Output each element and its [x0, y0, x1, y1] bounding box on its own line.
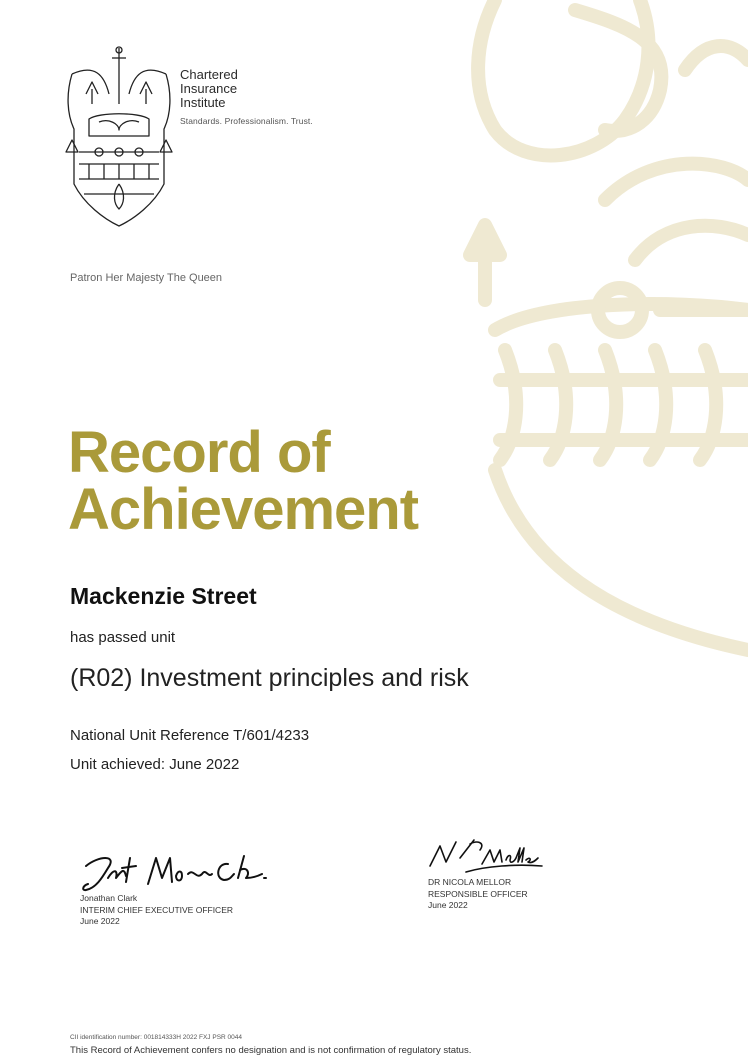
achieved-date: Unit achieved: June 2022	[70, 756, 240, 773]
signatory-date: June 2022	[428, 900, 468, 910]
national-unit-reference: National Unit Reference T/601/4233	[70, 727, 310, 744]
cii-crest-icon	[64, 44, 174, 229]
cii-identification-number: CII identification number: 001814333H 2022 FXJ PSR 0044	[70, 1034, 242, 1041]
org-name-line: Chartered	[180, 67, 238, 82]
org-name-line: Institute	[180, 95, 226, 110]
signatory-name: DR NICOLA MELLOR	[428, 877, 512, 887]
title-line: Achievement	[68, 477, 419, 542]
responsible-officer-signature-block	[428, 877, 528, 912]
certificate-title	[68, 420, 419, 542]
patron-text: Patron Her Majesty The Queen	[70, 272, 223, 284]
signatory-name: Jonathan Clark	[80, 893, 138, 903]
responsible-officer-signature	[426, 836, 546, 876]
org-name-line: Insurance	[180, 81, 238, 96]
ceo-signature	[78, 848, 288, 894]
passed-text: has passed unit	[70, 629, 176, 646]
crest-watermark-icon	[455, 0, 748, 680]
ceo-signature-block	[80, 893, 233, 928]
signatory-date: June 2022	[80, 916, 120, 926]
recipient-name: Mackenzie Street	[70, 583, 257, 609]
title-line: Record of	[68, 420, 330, 485]
unit-title: (R02) Investment principles and risk	[70, 664, 469, 692]
org-name-block	[180, 68, 313, 126]
signatory-role: INTERIM CHIEF EXECUTIVE OFFICER	[80, 904, 234, 915]
signatory-role: RESPONSIBLE OFFICER	[428, 888, 528, 899]
disclaimer-text: This Record of Achievement confers no designation and is not confirmation of regulatory status.	[70, 1045, 472, 1056]
org-tagline: Standards. Professionalism. Trust.	[180, 116, 313, 126]
